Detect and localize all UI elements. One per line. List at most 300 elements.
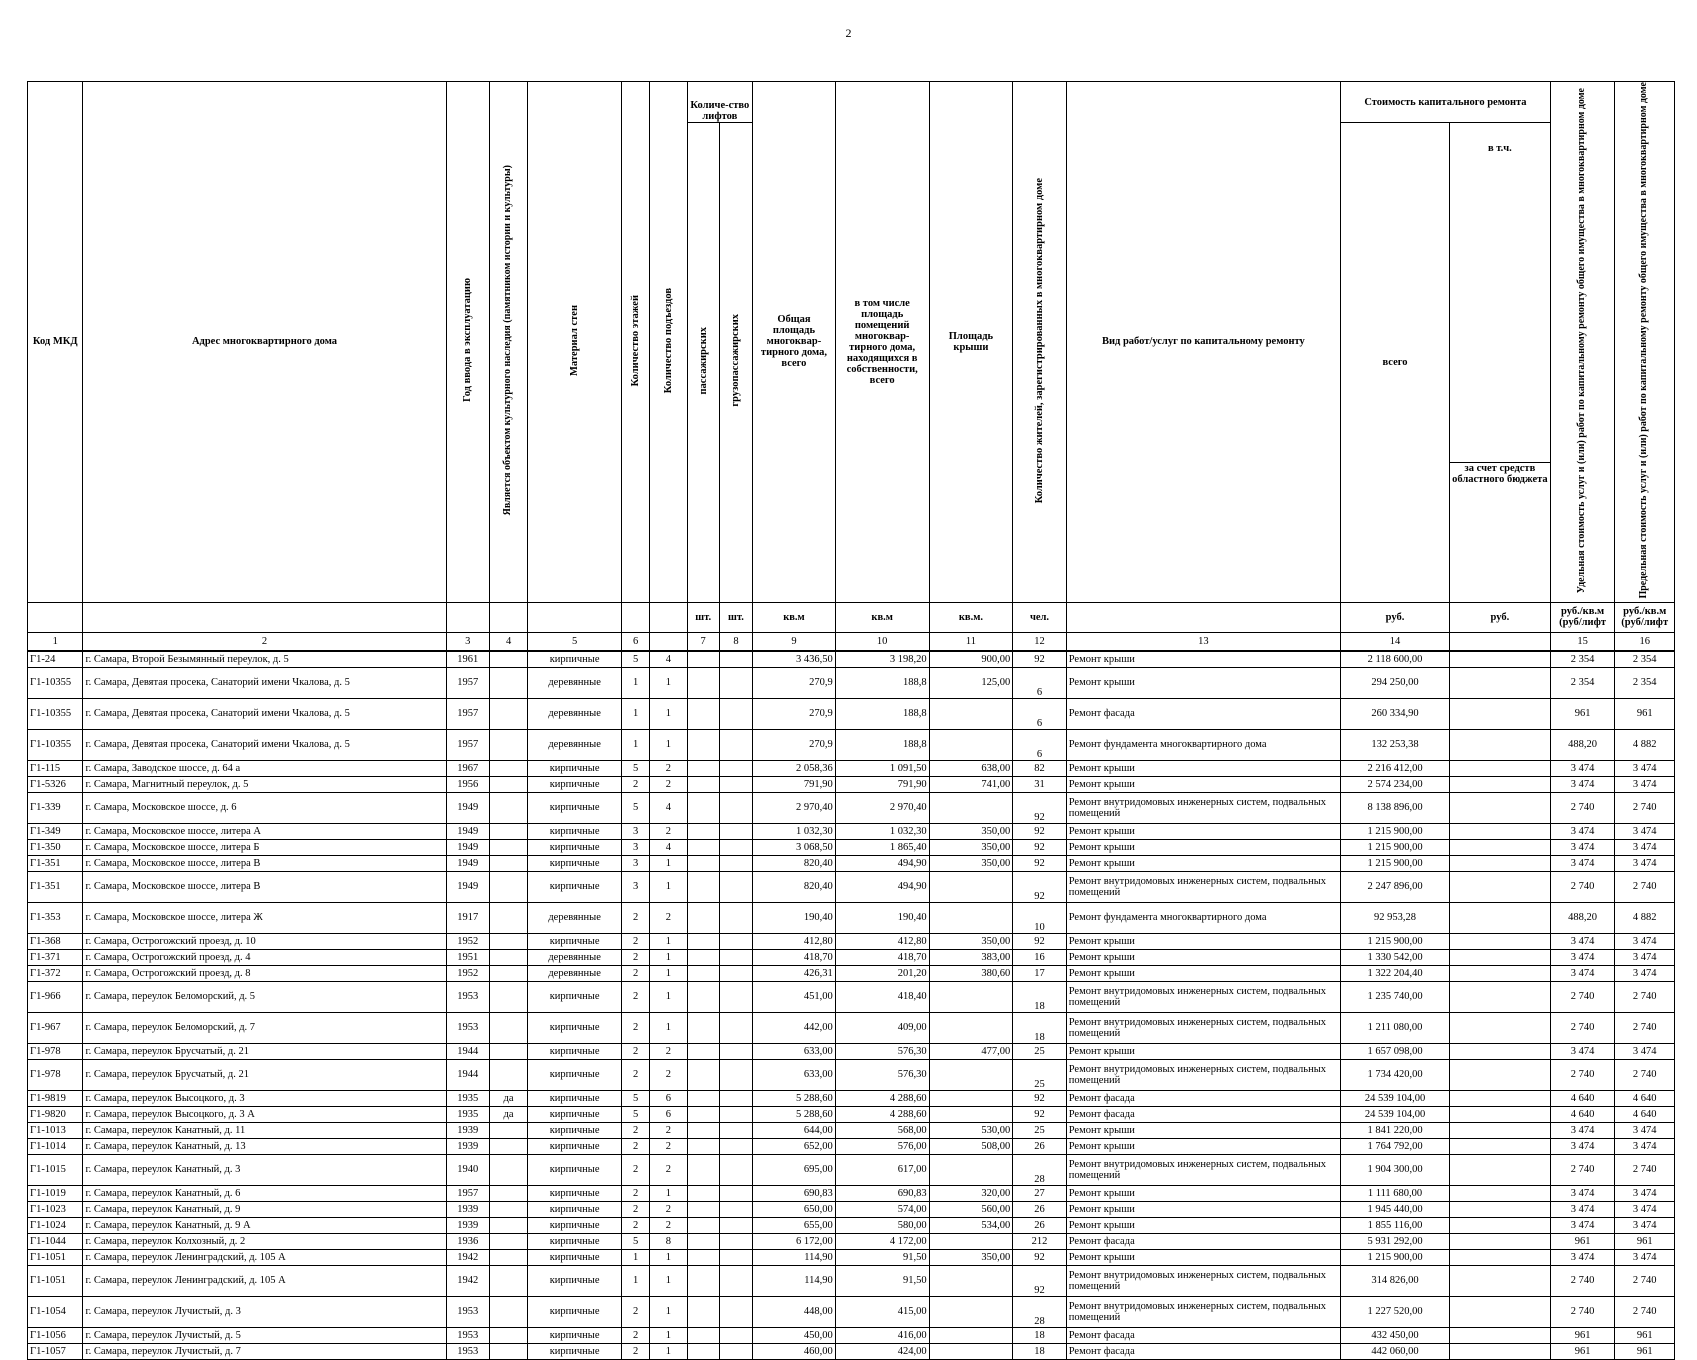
column-number: 15 bbox=[1550, 632, 1615, 651]
cell-roof-area bbox=[929, 1154, 1013, 1185]
cell-floors: 2 bbox=[622, 1043, 650, 1059]
cell-heritage bbox=[489, 823, 527, 839]
cell-entrances: 6 bbox=[650, 1090, 687, 1106]
cell-area-total: 650,00 bbox=[753, 1201, 836, 1217]
cell-roof-area bbox=[929, 1059, 1013, 1090]
cell-area-total: 655,00 bbox=[753, 1217, 836, 1233]
cell-lifts-cargo bbox=[719, 651, 752, 668]
cell-lifts-cargo bbox=[719, 823, 752, 839]
cell-area-total: 1 032,30 bbox=[753, 823, 836, 839]
cell-roof-area: 320,00 bbox=[929, 1185, 1013, 1201]
cell-cost-regional bbox=[1449, 823, 1550, 839]
cell-heritage bbox=[489, 965, 527, 981]
table-row bbox=[28, 1327, 1675, 1343]
cell-address: г. Самара, переулок Колхозный, д. 2 bbox=[83, 1233, 446, 1249]
cell-unit-cost: 3 474 bbox=[1550, 823, 1615, 839]
column-number: 8 bbox=[719, 632, 752, 651]
cell-residents: 28 bbox=[1013, 1296, 1066, 1327]
cell-lifts-pass bbox=[687, 871, 719, 902]
cell-cost-regional bbox=[1449, 1012, 1550, 1043]
cell-area-total: 190,40 bbox=[753, 902, 836, 933]
cell-year: 1949 bbox=[446, 855, 489, 871]
cell-unit-cost: 3 474 bbox=[1550, 760, 1615, 776]
cell-lifts-pass bbox=[687, 667, 719, 698]
cell-area-total: 690,83 bbox=[753, 1185, 836, 1201]
cell-floors: 2 bbox=[622, 1296, 650, 1327]
cell-entrances: 1 bbox=[650, 698, 687, 729]
cell-lifts-pass bbox=[687, 855, 719, 871]
cell-unit-cost: 961 bbox=[1550, 698, 1615, 729]
cell-roof-area bbox=[929, 902, 1013, 933]
cell-area-total: 633,00 bbox=[753, 1059, 836, 1090]
cell-roof-area: 508,00 bbox=[929, 1138, 1013, 1154]
cell-floors: 3 bbox=[622, 839, 650, 855]
cell-lifts-cargo bbox=[719, 1138, 752, 1154]
cell-unit-cost: 3 474 bbox=[1550, 1185, 1615, 1201]
cell-lifts-cargo bbox=[719, 949, 752, 965]
cell-cost-total: 1 215 900,00 bbox=[1341, 933, 1450, 949]
cell-residents: 92 bbox=[1013, 871, 1066, 902]
cell-floors: 1 bbox=[622, 729, 650, 760]
cell-roof-area bbox=[929, 1265, 1013, 1296]
cell-lifts-pass bbox=[687, 1201, 719, 1217]
cell-lifts-pass bbox=[687, 1122, 719, 1138]
cell-address: г. Самара, Острогожский проезд, д. 10 bbox=[83, 933, 446, 949]
cell-residents: 25 bbox=[1013, 1122, 1066, 1138]
cell-address: г. Самара, Острогожский проезд, д. 4 bbox=[83, 949, 446, 965]
cell-address: г. Самара, Второй Безымянный переулок, д. 5 bbox=[83, 651, 446, 668]
cell-unit-cost: 4 640 bbox=[1550, 1106, 1615, 1122]
column-number: 11 bbox=[929, 632, 1013, 651]
cell-area-total: 5 288,60 bbox=[753, 1090, 836, 1106]
cell-lifts-cargo bbox=[719, 776, 752, 792]
cell-area-total: 2 970,40 bbox=[753, 792, 836, 823]
cell-lifts-cargo bbox=[719, 871, 752, 902]
cell-max-cost: 3 474 bbox=[1615, 1249, 1675, 1265]
cell-entrances: 1 bbox=[650, 667, 687, 698]
cell-address: г. Самара, Девятая просека, Санаторий имени Чкалова, д. 5 bbox=[83, 729, 446, 760]
cell-code: Г1-372 bbox=[28, 965, 83, 981]
cell-residents: 10 bbox=[1013, 902, 1066, 933]
cell-area-total: 270,9 bbox=[753, 667, 836, 698]
cell-walls: деревянные bbox=[528, 949, 622, 965]
cell-area-owned: 568,00 bbox=[835, 1122, 929, 1138]
cell-floors: 2 bbox=[622, 1138, 650, 1154]
cell-area-total: 652,00 bbox=[753, 1138, 836, 1154]
cell-address: г. Самара, Московское шоссе, литера Б bbox=[83, 839, 446, 855]
cell-entrances: 4 bbox=[650, 839, 687, 855]
cell-heritage bbox=[489, 1217, 527, 1233]
cell-area-owned: 416,00 bbox=[835, 1327, 929, 1343]
cell-cost-regional bbox=[1449, 1122, 1550, 1138]
cell-code: Г1-1057 bbox=[28, 1343, 83, 1359]
cell-unit-cost: 961 bbox=[1550, 1343, 1615, 1359]
cell-max-cost: 2 740 bbox=[1615, 871, 1675, 902]
cell-residents: 18 bbox=[1013, 1327, 1066, 1343]
unit-cost-regional: руб. bbox=[1449, 602, 1550, 632]
cell-entrances: 2 bbox=[650, 1154, 687, 1185]
cell-year: 1952 bbox=[446, 933, 489, 949]
cell-cost-total: 1 215 900,00 bbox=[1341, 823, 1450, 839]
cell-heritage bbox=[489, 855, 527, 871]
cell-lifts-pass bbox=[687, 902, 719, 933]
table-row bbox=[28, 667, 1675, 698]
cell-unit-cost: 3 474 bbox=[1550, 1043, 1615, 1059]
column-number bbox=[650, 632, 687, 651]
cell-floors: 3 bbox=[622, 871, 650, 902]
cell-area-total: 820,40 bbox=[753, 871, 836, 902]
cell-address: г. Самара, Девятая просека, Санаторий имени Чкалова, д. 5 bbox=[83, 667, 446, 698]
table-row bbox=[28, 776, 1675, 792]
cell-floors: 2 bbox=[622, 1343, 650, 1359]
cell-roof-area bbox=[929, 1106, 1013, 1122]
cell-lifts-cargo bbox=[719, 839, 752, 855]
cell-heritage bbox=[489, 1265, 527, 1296]
cell-roof-area: 383,00 bbox=[929, 949, 1013, 965]
cell-lifts-cargo bbox=[719, 1090, 752, 1106]
cell-cost-total: 432 450,00 bbox=[1341, 1327, 1450, 1343]
cell-max-cost: 3 474 bbox=[1615, 823, 1675, 839]
cell-year: 1957 bbox=[446, 1185, 489, 1201]
cell-residents: 16 bbox=[1013, 949, 1066, 965]
cell-address: г. Самара, Московское шоссе, литера А bbox=[83, 823, 446, 839]
cell-residents: 92 bbox=[1013, 1249, 1066, 1265]
table-row bbox=[28, 855, 1675, 871]
column-number: 10 bbox=[835, 632, 929, 651]
cell-code: Г1-10355 bbox=[28, 698, 83, 729]
cell-code: Г1-24 bbox=[28, 651, 83, 668]
cell-unit-cost: 2 740 bbox=[1550, 1059, 1615, 1090]
cell-walls: кирпичные bbox=[528, 1327, 622, 1343]
cell-lifts-cargo bbox=[719, 667, 752, 698]
cell-walls: деревянные bbox=[528, 729, 622, 760]
cell-year: 1953 bbox=[446, 1343, 489, 1359]
cell-unit-cost: 3 474 bbox=[1550, 839, 1615, 855]
unit-lifts-pass: шт. bbox=[687, 602, 719, 632]
cell-floors: 3 bbox=[622, 855, 650, 871]
cell-lifts-cargo bbox=[719, 1233, 752, 1249]
cell-year: 1956 bbox=[446, 776, 489, 792]
cell-cost-total: 1 215 900,00 bbox=[1341, 1249, 1450, 1265]
cell-code: Г1-349 bbox=[28, 823, 83, 839]
header-walls: Материал стен bbox=[569, 304, 581, 376]
cell-work-type: Ремонт крыши bbox=[1066, 965, 1340, 981]
cell-lifts-cargo bbox=[719, 1154, 752, 1185]
cell-code: Г1-1013 bbox=[28, 1122, 83, 1138]
cell-area-total: 270,9 bbox=[753, 729, 836, 760]
cell-residents: 26 bbox=[1013, 1217, 1066, 1233]
cell-heritage bbox=[489, 1154, 527, 1185]
cell-lifts-cargo bbox=[719, 1201, 752, 1217]
cell-residents: 18 bbox=[1013, 981, 1066, 1012]
cell-unit-cost: 2 740 bbox=[1550, 1012, 1615, 1043]
cell-walls: кирпичные bbox=[528, 1185, 622, 1201]
cell-roof-area: 638,00 bbox=[929, 760, 1013, 776]
cell-lifts-pass bbox=[687, 1059, 719, 1090]
cell-walls: деревянные bbox=[528, 667, 622, 698]
cell-lifts-pass bbox=[687, 1217, 719, 1233]
cell-year: 1917 bbox=[446, 902, 489, 933]
cell-area-owned: 188,8 bbox=[835, 729, 929, 760]
cell-cost-regional bbox=[1449, 1249, 1550, 1265]
column-number: 16 bbox=[1615, 632, 1675, 651]
cell-year: 1936 bbox=[446, 1233, 489, 1249]
table-row bbox=[28, 871, 1675, 902]
cell-max-cost: 4 882 bbox=[1615, 902, 1675, 933]
cell-area-owned: 201,20 bbox=[835, 965, 929, 981]
cell-max-cost: 2 740 bbox=[1615, 1296, 1675, 1327]
cell-max-cost: 2 740 bbox=[1615, 1265, 1675, 1296]
cell-walls: кирпичные bbox=[528, 651, 622, 668]
cell-max-cost: 3 474 bbox=[1615, 839, 1675, 855]
cell-code: Г1-351 bbox=[28, 871, 83, 902]
cell-cost-regional bbox=[1449, 667, 1550, 698]
cell-walls: кирпичные bbox=[528, 1106, 622, 1122]
cell-roof-area bbox=[929, 1343, 1013, 1359]
cell-roof-area bbox=[929, 698, 1013, 729]
cell-year: 1957 bbox=[446, 729, 489, 760]
cell-heritage bbox=[489, 698, 527, 729]
column-number: 4 bbox=[489, 632, 527, 651]
cell-lifts-pass bbox=[687, 949, 719, 965]
table-row bbox=[28, 729, 1675, 760]
table-row bbox=[28, 1296, 1675, 1327]
cell-heritage bbox=[489, 1296, 527, 1327]
cell-roof-area bbox=[929, 792, 1013, 823]
table-row bbox=[28, 823, 1675, 839]
cell-area-owned: 91,50 bbox=[835, 1249, 929, 1265]
cell-lifts-pass bbox=[687, 1106, 719, 1122]
cell-cost-total: 1 322 204,40 bbox=[1341, 965, 1450, 981]
cell-year: 1949 bbox=[446, 839, 489, 855]
cell-walls: кирпичные bbox=[528, 1217, 622, 1233]
cell-entrances: 1 bbox=[650, 981, 687, 1012]
cell-cost-regional bbox=[1449, 776, 1550, 792]
cell-heritage bbox=[489, 667, 527, 698]
cell-walls: кирпичные bbox=[528, 1059, 622, 1090]
cell-code: Г1-1019 bbox=[28, 1185, 83, 1201]
cell-residents: 6 bbox=[1013, 698, 1066, 729]
cell-walls: кирпичные bbox=[528, 1249, 622, 1265]
cell-entrances: 1 bbox=[650, 1296, 687, 1327]
cell-residents: 92 bbox=[1013, 1090, 1066, 1106]
cell-walls: кирпичные bbox=[528, 760, 622, 776]
cell-lifts-cargo bbox=[719, 933, 752, 949]
cell-walls: кирпичные bbox=[528, 776, 622, 792]
cell-work-type: Ремонт внутридомовых инженерных систем, подвальных помещений bbox=[1066, 1154, 1340, 1185]
cell-lifts-cargo bbox=[719, 1043, 752, 1059]
cell-address: г. Самара, переулок Лучистый, д. 3 bbox=[83, 1296, 446, 1327]
cell-work-type: Ремонт фундамента многоквартирного дома bbox=[1066, 729, 1340, 760]
cell-roof-area: 350,00 bbox=[929, 823, 1013, 839]
cell-work-type: Ремонт внутридомовых инженерных систем, подвальных помещений bbox=[1066, 1265, 1340, 1296]
table-row bbox=[28, 902, 1675, 933]
cell-work-type: Ремонт фасада bbox=[1066, 1343, 1340, 1359]
page-number: 2 bbox=[845, 26, 852, 40]
column-number: 5 bbox=[528, 632, 622, 651]
cell-max-cost: 961 bbox=[1615, 1327, 1675, 1343]
cell-code: Г1-10355 bbox=[28, 729, 83, 760]
cell-lifts-cargo bbox=[719, 981, 752, 1012]
cell-max-cost: 961 bbox=[1615, 1233, 1675, 1249]
table-row bbox=[28, 1106, 1675, 1122]
cell-work-type: Ремонт внутридомовых инженерных систем, подвальных помещений bbox=[1066, 1296, 1340, 1327]
cell-address: г. Самара, переулок Канатный, д. 9 bbox=[83, 1201, 446, 1217]
cell-residents: 17 bbox=[1013, 965, 1066, 981]
cell-lifts-pass bbox=[687, 1343, 719, 1359]
cell-cost-regional bbox=[1449, 981, 1550, 1012]
cell-roof-area: 350,00 bbox=[929, 933, 1013, 949]
cell-work-type: Ремонт фасада bbox=[1066, 1327, 1340, 1343]
cell-cost-total: 1 215 900,00 bbox=[1341, 855, 1450, 871]
cell-unit-cost: 3 474 bbox=[1550, 855, 1615, 871]
cell-area-total: 2 058,36 bbox=[753, 760, 836, 776]
cell-work-type: Ремонт внутридомовых инженерных систем, подвальных помещений bbox=[1066, 1059, 1340, 1090]
cell-floors: 5 bbox=[622, 1106, 650, 1122]
cell-lifts-pass bbox=[687, 1043, 719, 1059]
cell-entrances: 2 bbox=[650, 776, 687, 792]
cell-roof-area bbox=[929, 729, 1013, 760]
cell-cost-total: 1 764 792,00 bbox=[1341, 1138, 1450, 1154]
cell-area-owned: 415,00 bbox=[835, 1296, 929, 1327]
cell-work-type: Ремонт крыши bbox=[1066, 1217, 1340, 1233]
cell-cost-regional bbox=[1449, 760, 1550, 776]
cell-area-total: 820,40 bbox=[753, 855, 836, 871]
cell-area-total: 426,31 bbox=[753, 965, 836, 981]
cell-entrances: 8 bbox=[650, 1233, 687, 1249]
cell-cost-total: 5 931 292,00 bbox=[1341, 1233, 1450, 1249]
cell-address: г. Самара, Московское шоссе, д. 6 bbox=[83, 792, 446, 823]
cell-work-type: Ремонт внутридомовых инженерных систем, подвальных помещений bbox=[1066, 871, 1340, 902]
cell-cost-total: 442 060,00 bbox=[1341, 1343, 1450, 1359]
cell-cost-total: 294 250,00 bbox=[1341, 667, 1450, 698]
cell-unit-cost: 3 474 bbox=[1550, 933, 1615, 949]
cell-lifts-pass bbox=[687, 760, 719, 776]
cell-lifts-pass bbox=[687, 1233, 719, 1249]
cell-heritage bbox=[489, 1122, 527, 1138]
cell-work-type: Ремонт фасада bbox=[1066, 1233, 1340, 1249]
cell-lifts-cargo bbox=[719, 1343, 752, 1359]
cell-cost-total: 2 118 600,00 bbox=[1341, 651, 1450, 668]
cell-cost-total: 1 841 220,00 bbox=[1341, 1122, 1450, 1138]
cell-residents: 92 bbox=[1013, 651, 1066, 668]
cell-roof-area bbox=[929, 1233, 1013, 1249]
cell-lifts-pass bbox=[687, 933, 719, 949]
cell-lifts-cargo bbox=[719, 792, 752, 823]
cell-address: г. Самара, переулок Канатный, д. 11 bbox=[83, 1122, 446, 1138]
cell-max-cost: 2 740 bbox=[1615, 981, 1675, 1012]
cell-floors: 2 bbox=[622, 902, 650, 933]
unit-cost-total: руб. bbox=[1341, 602, 1450, 632]
cell-cost-regional bbox=[1449, 839, 1550, 855]
cell-residents: 92 bbox=[1013, 1106, 1066, 1122]
cell-cost-regional bbox=[1449, 1343, 1550, 1359]
cell-work-type: Ремонт крыши bbox=[1066, 1138, 1340, 1154]
cell-lifts-cargo bbox=[719, 1122, 752, 1138]
cell-heritage bbox=[489, 1327, 527, 1343]
cell-roof-area bbox=[929, 1012, 1013, 1043]
cell-area-owned: 494,90 bbox=[835, 855, 929, 871]
cell-floors: 2 bbox=[622, 949, 650, 965]
cell-entrances: 2 bbox=[650, 1043, 687, 1059]
cell-address: г. Самара, переулок Высоцкого, д. 3 bbox=[83, 1090, 446, 1106]
cell-heritage bbox=[489, 651, 527, 668]
cell-area-total: 644,00 bbox=[753, 1122, 836, 1138]
cell-unit-cost: 3 474 bbox=[1550, 965, 1615, 981]
cell-unit-cost: 2 740 bbox=[1550, 1296, 1615, 1327]
cell-cost-total: 1 235 740,00 bbox=[1341, 981, 1450, 1012]
cell-code: Г1-966 bbox=[28, 981, 83, 1012]
cell-max-cost: 3 474 bbox=[1615, 1201, 1675, 1217]
cell-cost-regional bbox=[1449, 949, 1550, 965]
cell-roof-area: 350,00 bbox=[929, 1249, 1013, 1265]
column-number: 13 bbox=[1066, 632, 1340, 651]
cell-walls: кирпичные bbox=[528, 1154, 622, 1185]
cell-year: 1951 bbox=[446, 949, 489, 965]
cell-work-type: Ремонт внутридомовых инженерных систем, подвальных помещений bbox=[1066, 981, 1340, 1012]
cell-max-cost: 4 640 bbox=[1615, 1106, 1675, 1122]
column-number: 1 bbox=[28, 632, 83, 651]
table-row bbox=[28, 1233, 1675, 1249]
cell-entrances: 1 bbox=[650, 1185, 687, 1201]
cell-address: г. Самара, переулок Канатный, д. 9 А bbox=[83, 1217, 446, 1233]
cell-unit-cost: 2 740 bbox=[1550, 1265, 1615, 1296]
cell-work-type: Ремонт крыши bbox=[1066, 1249, 1340, 1265]
cell-area-total: 3 068,50 bbox=[753, 839, 836, 855]
cell-address: г. Самара, Острогожский проезд, д. 8 bbox=[83, 965, 446, 981]
header-lifts-pass: пассажирских bbox=[697, 327, 709, 395]
cell-area-owned: 690,83 bbox=[835, 1185, 929, 1201]
table-row bbox=[28, 1185, 1675, 1201]
cell-year: 1942 bbox=[446, 1265, 489, 1296]
cell-entrances: 1 bbox=[650, 1249, 687, 1265]
cell-cost-total: 24 539 104,00 bbox=[1341, 1106, 1450, 1122]
cell-code: Г1-1024 bbox=[28, 1217, 83, 1233]
cell-heritage bbox=[489, 933, 527, 949]
header-residents: Количество жителей, зарегистрированных в многоквартирном доме bbox=[1033, 177, 1045, 503]
cell-lifts-pass bbox=[687, 981, 719, 1012]
cell-address: г. Самара, переулок Ленинградский, д. 105 А bbox=[83, 1249, 446, 1265]
cell-work-type: Ремонт крыши bbox=[1066, 823, 1340, 839]
cell-floors: 2 bbox=[622, 1122, 650, 1138]
header-cost-incl: в т.ч. bbox=[1449, 123, 1550, 463]
cell-lifts-pass bbox=[687, 823, 719, 839]
cell-max-cost: 3 474 bbox=[1615, 1138, 1675, 1154]
cell-address: г. Самара, переулок Ленинградский, д. 105 А bbox=[83, 1265, 446, 1296]
cell-residents: 92 bbox=[1013, 823, 1066, 839]
cell-floors: 2 bbox=[622, 1217, 650, 1233]
table-row bbox=[28, 981, 1675, 1012]
cell-walls: кирпичные bbox=[528, 823, 622, 839]
cell-unit-cost: 2 354 bbox=[1550, 651, 1615, 668]
cell-cost-regional bbox=[1449, 902, 1550, 933]
cell-cost-regional bbox=[1449, 1059, 1550, 1090]
table-row bbox=[28, 698, 1675, 729]
cell-roof-area: 350,00 bbox=[929, 855, 1013, 871]
cell-max-cost: 3 474 bbox=[1615, 1185, 1675, 1201]
cell-area-owned: 1 032,30 bbox=[835, 823, 929, 839]
cell-year: 1952 bbox=[446, 965, 489, 981]
cell-unit-cost: 4 640 bbox=[1550, 1090, 1615, 1106]
cell-address: г. Самара, переулок Брусчатый, д. 21 bbox=[83, 1043, 446, 1059]
cell-max-cost: 3 474 bbox=[1615, 949, 1675, 965]
cell-max-cost: 4 640 bbox=[1615, 1090, 1675, 1106]
cell-heritage bbox=[489, 871, 527, 902]
cell-code: Г1-967 bbox=[28, 1012, 83, 1043]
cell-year: 1935 bbox=[446, 1106, 489, 1122]
unit-roof-area: кв.м. bbox=[929, 602, 1013, 632]
cell-floors: 2 bbox=[622, 776, 650, 792]
